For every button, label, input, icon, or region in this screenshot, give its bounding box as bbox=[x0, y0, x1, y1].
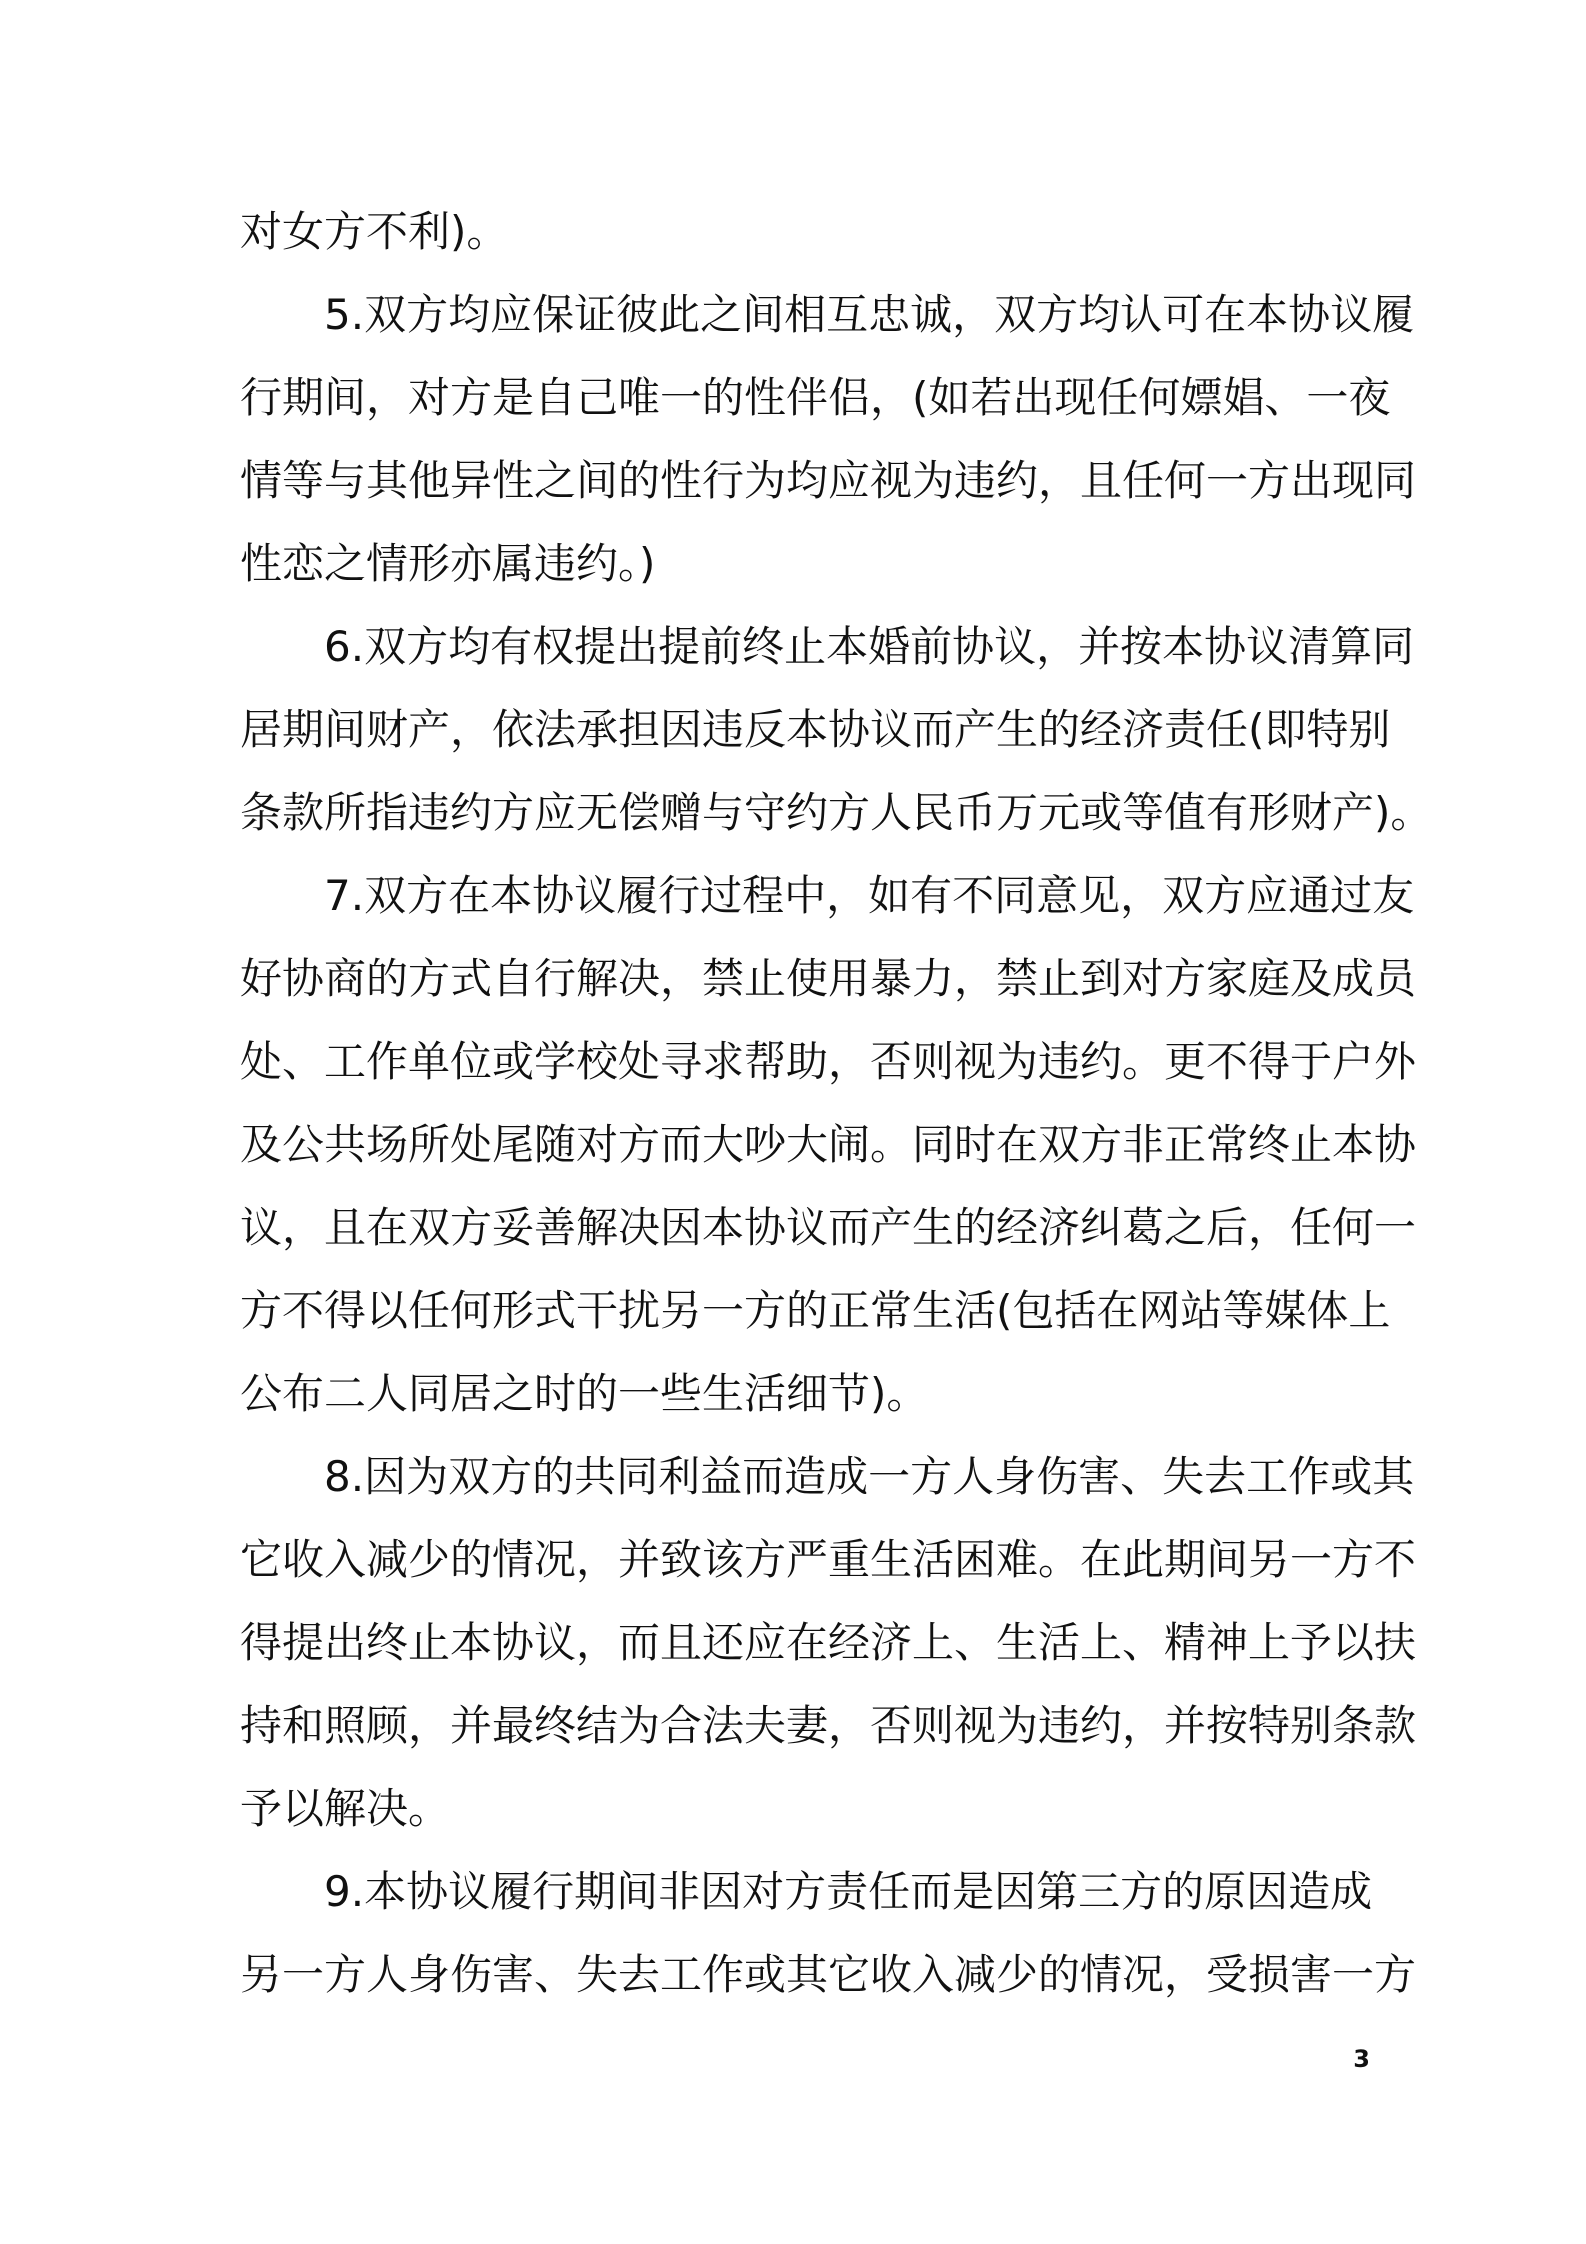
document-body bbox=[240, 190, 1433, 2016]
text-line: 行期间，对方是自己唯一的性伴侣，(如若出现任何嫖娼、一夜 bbox=[240, 373, 1391, 422]
text-line: 议，且在双方妥善解决因本协议而产生的经济纠葛之后，任何一 bbox=[240, 1203, 1417, 1252]
text-line: 公布二人同居之时的一些生活细节)。 bbox=[240, 1369, 929, 1418]
paragraph-5-line: 5.双方均应保证彼此之间相互忠诚，双方均认可在本协议履 bbox=[324, 290, 1415, 339]
paragraph-8-line: 8.因为双方的共同利益而造成一方人身伤害、失去工作或其 bbox=[324, 1452, 1415, 1501]
text-line: 持和照顾，并最终结为合法夫妻，否则视为违约，并按特别条款 bbox=[240, 1701, 1417, 1750]
text-line: 予以解决。 bbox=[240, 1784, 451, 1833]
paragraph-9-line: 9.本协议履行期间非因对方责任而是因第三方的原因造成 bbox=[324, 1867, 1373, 1916]
paragraph-7-line: 7.双方在本协议履行过程中，如有不同意见，双方应通过友 bbox=[324, 871, 1415, 920]
text-line: 条款所指违约方应无偿赠与守约方人民币万元或等值有形财产)。 bbox=[240, 788, 1433, 837]
text-line: 对女方不利)。 bbox=[240, 207, 509, 256]
text-line: 处、工作单位或学校处寻求帮助，否则视为违约。更不得于户外 bbox=[240, 1037, 1417, 1086]
text-line: 及公共场所处尾随对方而大吵大闹。同时在双方非正常终止本协 bbox=[240, 1120, 1417, 1169]
text-line: 方不得以任何形式干扰另一方的正常生活(包括在网站等媒体上 bbox=[240, 1286, 1391, 1335]
text-line: 好协商的方式自行解决，禁止使用暴力，禁止到对方家庭及成员 bbox=[240, 954, 1417, 1003]
text-line: 它收入减少的情况，并致该方严重生活困难。在此期间另一方不 bbox=[240, 1535, 1417, 1584]
paragraph-6-line: 6.双方均有权提出提前终止本婚前协议，并按本协议清算同 bbox=[324, 622, 1415, 671]
page-number: 3 bbox=[1353, 2045, 1370, 2073]
text-line: 得提出终止本协议，而且还应在经济上、生活上、精神上予以扶 bbox=[240, 1618, 1417, 1667]
text-line: 性恋之情形亦属违约。) bbox=[240, 539, 656, 588]
text-line: 情等与其他异性之间的性行为均应视为违约，且任何一方出现同 bbox=[240, 456, 1417, 505]
text-line: 居期间财产，依法承担因违反本协议而产生的经济责任(即特别 bbox=[240, 705, 1391, 754]
text-line: 另一方人身伤害、失去工作或其它收入减少的情况，受损害一方 bbox=[240, 1950, 1417, 1999]
